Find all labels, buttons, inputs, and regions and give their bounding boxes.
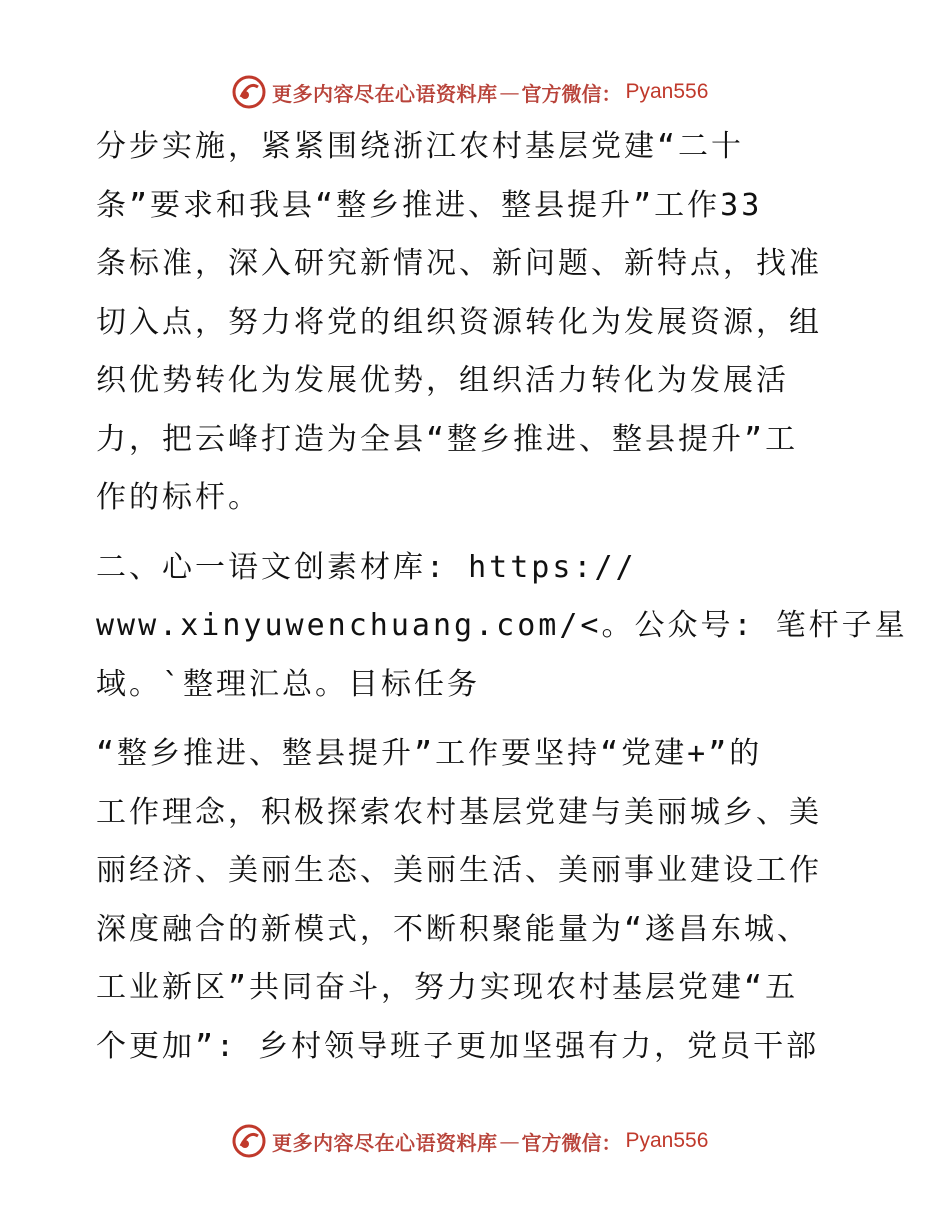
text-line: 作的标杆。 [96,480,261,515]
paragraph-implementation [96,118,856,528]
watermark-text: 更多内容尽在心语资料库 [272,81,498,106]
section-heading [96,539,908,715]
text-line: 个更加”: 乡村领导班子更加坚强有力，党员干部 [96,1028,820,1064]
text-line: 分步实施，紧紧围绕浙江农村基层党建“二十 [96,129,745,164]
header-watermark [232,72,708,112]
text-line: 深度融合的新模式，不断积聚能量为“遂昌东城、 [96,911,811,947]
brand-logo-icon [232,75,266,109]
watermark-wechat-id: Pyan556 [625,1129,709,1152]
document-body [96,118,908,1076]
watermark-wechat-label: 官方微信： [521,1130,622,1155]
text-line: 域。`整理汇总。目标任务 [96,666,481,702]
paragraph-goals [96,725,856,1076]
watermark-wechat-id: Pyan556 [625,80,709,103]
text-line: 二、心一语文创素材库: https:// [96,549,637,585]
text-line: “整乡推进、整县提升”工作要坚持“党建+”的 [96,736,763,771]
text-line: 工业新区”共同奋斗，努力实现农村基层党建“五 [96,970,799,1005]
watermark-separator: — [499,80,520,104]
text-line: www.xinyuwenchuang.com/<。公众号: 笔杆子星 [96,608,908,643]
text-line: 切入点，努力将党的组织资源转化为发展资源，组 [96,304,822,340]
watermark-text: 更多内容尽在心语资料库 [272,1130,498,1155]
watermark-wechat-label: 官方微信： [521,81,622,106]
text-line: 工作理念，积极探索农村基层党建与美丽城乡、美 [96,794,822,830]
text-line: 织优势转化为发展优势，组织活力转化为发展活 [96,363,789,398]
text-line: 丽经济、美丽生态、美丽生活、美丽事业建设工作 [96,853,822,888]
footer-watermark [232,1121,708,1161]
text-line: 条标准，深入研究新情况、新问题、新特点，找准 [96,246,822,281]
watermark-separator: — [499,1129,520,1153]
text-line: 力，把云峰打造为全县“整乡推进、整县提升”工 [96,421,799,457]
brand-logo-icon [232,1124,266,1158]
text-line: 条”要求和我县“整乡推进、整县提升”工作33 [96,187,763,223]
